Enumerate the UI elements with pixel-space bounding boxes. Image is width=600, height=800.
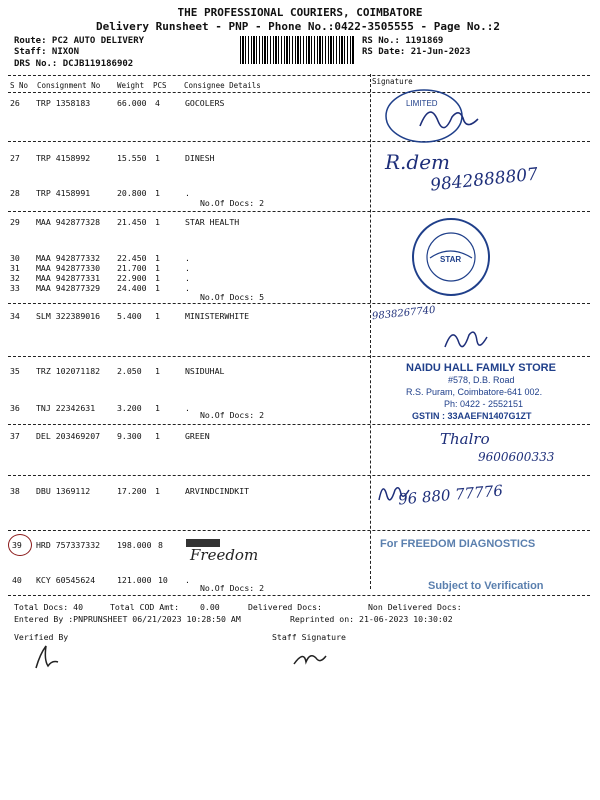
row-sno: 31: [10, 263, 20, 273]
row-consignee: .: [185, 283, 190, 293]
row-weight: 5.400: [117, 311, 142, 321]
col-weight: Weight: [117, 81, 145, 90]
row-weight: 21.700: [117, 263, 147, 273]
row-consignee: STAR HEALTH: [185, 217, 240, 227]
naidu-stamp-addr1: #578, D.B. Road: [448, 375, 515, 385]
star-health-seal: [408, 214, 494, 300]
staff-signature-label: Staff Signature: [272, 632, 346, 642]
docs-count: No.Of Docs: 2: [200, 198, 265, 208]
barcode: [240, 36, 354, 64]
col-sno: S No: [10, 81, 29, 90]
row-pcs: 1: [155, 403, 160, 413]
row-consignee: .: [185, 188, 190, 198]
divider: [8, 211, 590, 212]
company-title: THE PROFESSIONAL COURIERS, COIMBATORE: [177, 6, 423, 19]
staff-label: Staff: NIXON: [14, 47, 80, 57]
divider: [8, 75, 590, 76]
row-consignment: DEL 203469207: [36, 431, 101, 441]
signature-column-line: [370, 74, 371, 589]
row-consignment: SLM 322389016: [36, 311, 101, 321]
row-pcs: 1: [155, 188, 160, 198]
row-weight: 20.800: [117, 188, 147, 198]
row-26-seal-signature: [380, 86, 500, 148]
naidu-stamp-gstin: GSTIN : 33AAEFN1407G1ZT: [412, 411, 532, 421]
row-pcs: 1: [155, 253, 160, 263]
row-consignee: ARVINDCINDKIT: [185, 486, 250, 496]
row-consignee: DINESH: [185, 153, 215, 163]
row-sno: 40: [12, 575, 22, 585]
row-weight: 198.000: [117, 540, 152, 550]
row-sno: 37: [10, 431, 20, 441]
row-weight: 17.200: [117, 486, 147, 496]
divider: [8, 595, 590, 596]
row-sno: 28: [10, 188, 20, 198]
row-pcs: 1: [155, 311, 160, 321]
reprinted-on: Reprinted on: 21-06-2023 10:30:02: [290, 614, 453, 624]
route-label: Route: PC2 AUTO DELIVERY: [14, 36, 145, 46]
col-pcs: PCS: [153, 81, 167, 90]
row-consignment: TRP 4158991: [36, 188, 91, 198]
divider: [8, 530, 590, 531]
divider: [8, 475, 590, 476]
seal-text: LIMITED: [406, 99, 438, 108]
row-weight: 9.300: [117, 431, 142, 441]
row-consignment: TNJ 22342631: [36, 403, 96, 413]
row-consignee: .: [185, 253, 190, 263]
row-consignee: MINISTERWHITE: [185, 311, 250, 321]
docs-count: No.Of Docs: 2: [200, 583, 265, 593]
row-sno: 36: [10, 403, 20, 413]
row-sno: 32: [10, 273, 20, 283]
row-consignment: KCY 60545624: [36, 575, 96, 585]
non-delivered-docs: Non Delivered Docs:: [368, 602, 462, 612]
runsheet-subtitle: Delivery Runsheet - PNP - Phone No.:0422-3505555 - Page No.:2: [96, 20, 500, 33]
row-consignment: MAA 942877332: [36, 253, 101, 263]
row-weight: 24.400: [117, 283, 147, 293]
row-38-phone: 96 880 77776: [397, 481, 504, 509]
row-sno: 34: [10, 311, 20, 321]
row-37-signature: Thalro: [440, 430, 490, 448]
col-consignee: Consignee Details: [184, 81, 261, 90]
delivered-docs: Delivered Docs:: [248, 602, 322, 612]
row-sno: 38: [10, 486, 20, 496]
row-consignment: MAA 942877329: [36, 283, 101, 293]
col-consignment: Consignment No: [37, 81, 101, 90]
row-sno: 27: [10, 153, 20, 163]
row-consignee: GOCOLERS: [185, 98, 225, 108]
row-pcs: 1: [155, 283, 160, 293]
row-27-phone: 9842888807: [429, 164, 539, 196]
row-consignment: MAA 942877330: [36, 263, 101, 273]
divider: [8, 424, 590, 425]
row-sno: 39: [12, 540, 22, 550]
drs-number: DRS No.: DCJB119186902: [14, 59, 134, 69]
row-sno: 33: [10, 283, 20, 293]
row-pcs: 10: [158, 575, 168, 585]
col-signature: Signature: [372, 77, 413, 86]
verified-by-label: Verified By: [14, 632, 69, 642]
row-consignment: TRP 4158992: [36, 153, 91, 163]
rs-date: RS Date: 21-Jun-2023: [362, 47, 471, 57]
row-weight: 121.000: [117, 575, 152, 585]
freedom-stamp-title: For FREEDOM DIAGNOSTICS: [380, 538, 536, 550]
row-weight: 22.900: [117, 273, 147, 283]
row-consignee: NSIDUHAL: [185, 366, 225, 376]
row-pcs: 1: [155, 217, 160, 227]
total-cod-label: Total COD Amt:: [110, 602, 180, 612]
entered-by: Entered By :PNPRUNSHEET 06/21/2023 10:28:50 AM: [14, 614, 241, 624]
row-consignment: TRZ 102071182: [36, 366, 101, 376]
docs-count: No.Of Docs: 2: [200, 410, 265, 420]
row-pcs: 1: [155, 263, 160, 273]
row-37-phone: 9600600333: [478, 450, 555, 464]
row-consignee: .: [185, 403, 190, 413]
row-pcs: 1: [155, 486, 160, 496]
staff-signature: [290, 644, 330, 670]
row-consignee: .: [185, 263, 190, 273]
freedom-stamp-subtitle: Subject to Verification: [428, 580, 544, 592]
divider: [8, 141, 590, 142]
row-39-signature: Freedom: [190, 546, 259, 564]
row-consignment: MAA 942877331: [36, 273, 101, 283]
row-consignment: HRD 757337332: [36, 540, 101, 550]
row-27-signature: R.dem: [385, 150, 451, 174]
docs-count: No.Of Docs: 5: [200, 292, 265, 302]
row-sno: 35: [10, 366, 20, 376]
row-pcs: 1: [155, 431, 160, 441]
row-weight: 3.200: [117, 403, 142, 413]
svg-text:STAR: STAR: [440, 255, 462, 264]
row-weight: 66.000: [117, 98, 147, 108]
row-weight: 15.550: [117, 153, 147, 163]
total-docs: Total Docs: 40: [14, 602, 84, 612]
row-pcs: 1: [155, 153, 160, 163]
naidu-stamp-phone: Ph: 0422 - 2552151: [444, 399, 524, 409]
row-sno: 26: [10, 98, 20, 108]
row-34-signature: [440, 322, 490, 356]
row-consignee: GREEN: [185, 431, 210, 441]
row-pcs: 1: [155, 273, 160, 283]
row-consignment: TRP 1358183: [36, 98, 91, 108]
naidu-stamp-addr2: R.S. Puram, Coimbatore-641 002.: [406, 387, 543, 397]
row-consignee: .: [185, 273, 190, 283]
rs-number: RS No.: 1191869: [362, 36, 444, 46]
divider: [8, 92, 590, 93]
row-pcs: 1: [155, 366, 160, 376]
row-pcs: 4: [155, 98, 160, 108]
row-weight: 22.450: [117, 253, 147, 263]
divider: [8, 303, 590, 304]
row-weight: 2.050: [117, 366, 142, 376]
row-sno: 29: [10, 217, 20, 227]
total-cod-value: 0.00: [200, 602, 220, 612]
row-consignment: DBU 1369112: [36, 486, 91, 496]
row-weight: 21.450: [117, 217, 147, 227]
row-sno: 30: [10, 253, 20, 263]
naidu-stamp-name: NAIDU HALL FAMILY STORE: [406, 362, 556, 374]
verified-by-signature: [30, 640, 64, 672]
row-pcs: 8: [158, 540, 163, 550]
row-34-phone: 9838267740: [371, 304, 437, 323]
divider: [8, 356, 590, 357]
row-consignment: MAA 942877328: [36, 217, 101, 227]
row-consignee: .: [185, 575, 190, 585]
